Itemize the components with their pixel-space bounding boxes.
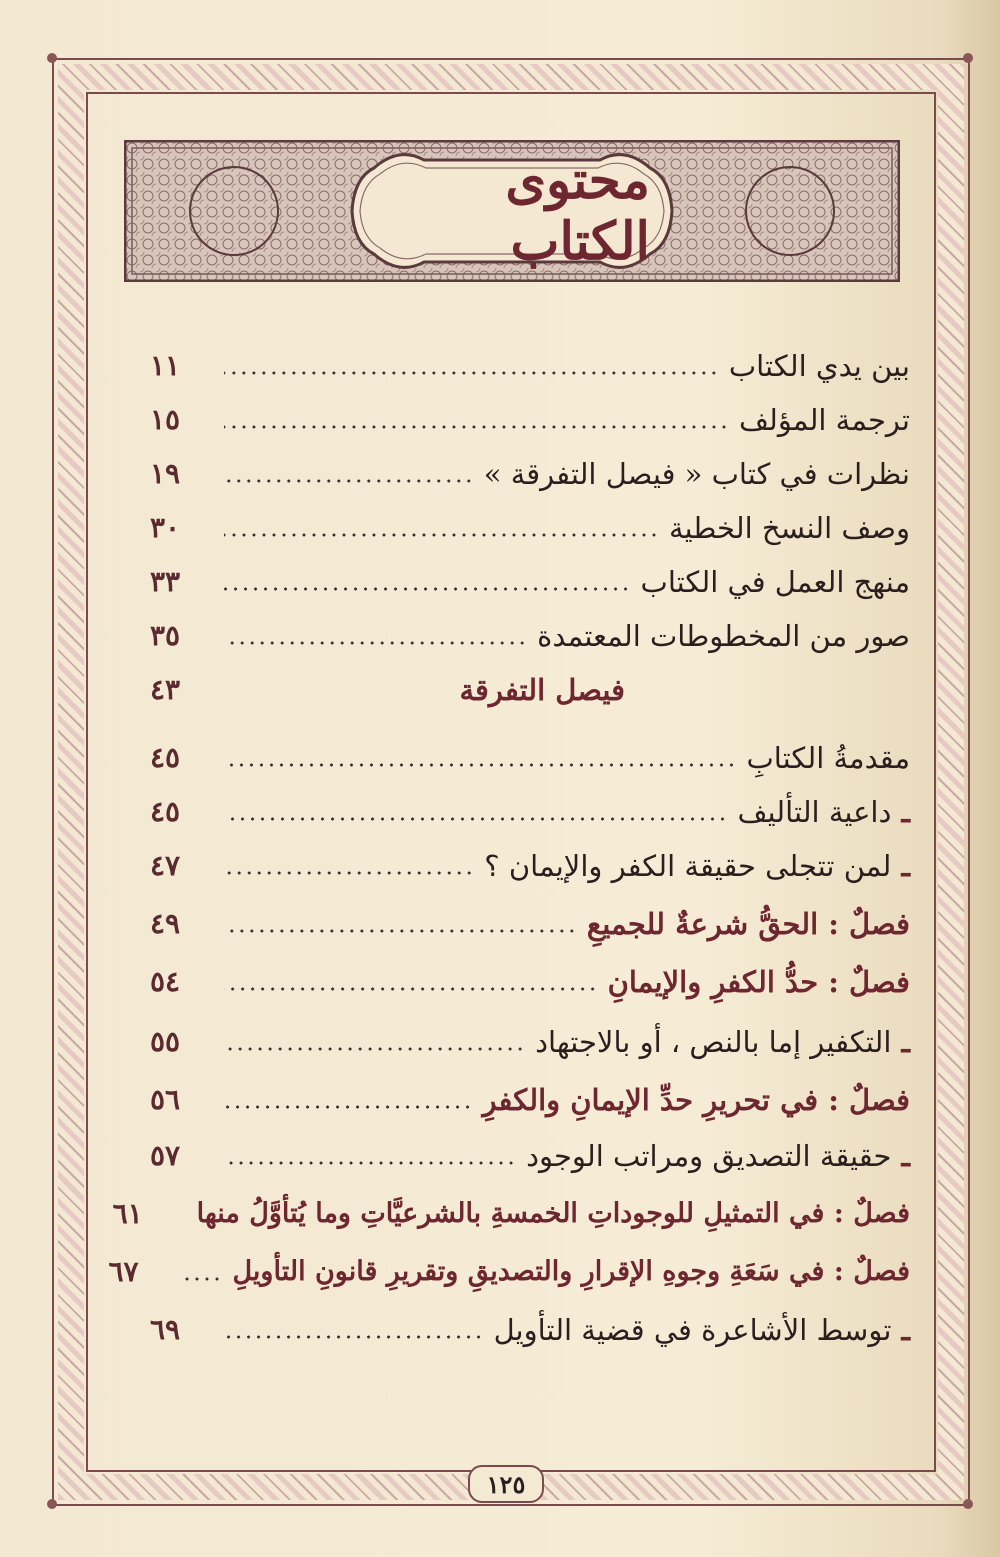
toc-entry-dash: ـ — [891, 1025, 910, 1059]
toc-entry-title — [739, 400, 910, 440]
toc-dot-leader — [224, 816, 728, 822]
toc-entry-title — [232, 1252, 910, 1292]
toc-entry-title — [608, 962, 910, 1002]
corner-ornament — [47, 53, 57, 63]
toc-dot-leader — [224, 1046, 525, 1052]
toc-entry-title — [197, 1194, 910, 1234]
toc-entry-title — [484, 454, 910, 494]
corner-ornament — [963, 1499, 973, 1509]
toc-entry-title — [537, 616, 910, 656]
toc-row — [150, 1066, 910, 1120]
toc-row — [150, 332, 910, 386]
toc-page-number: ٥٦ — [150, 1083, 181, 1116]
page-title: محتوى الكتاب — [505, 150, 650, 272]
toc-row — [150, 1008, 910, 1062]
toc-entry-title — [459, 670, 625, 710]
toc-entry-dash: ـ — [891, 849, 910, 883]
toc-page-number: ٤٥ — [150, 795, 181, 828]
toc-dot-leader — [224, 1160, 516, 1166]
toc-entry-text: صور من المخطوطات المعتمدة — [537, 619, 910, 653]
toc-entry-title — [494, 1310, 910, 1350]
toc-row — [150, 386, 910, 440]
toc-dot-leader — [224, 870, 474, 876]
toc-row — [150, 656, 910, 710]
toc-row — [150, 1122, 910, 1176]
toc-page-number: ١٩ — [150, 457, 181, 490]
toc-entry-text: فصلٌ : في سَعَةِ وجوهِ الإقرارِ والتصديقِ وتقريرِ قانونِ التأويلِ — [232, 1256, 910, 1287]
toc-page-number: ٣٠ — [150, 511, 181, 544]
page-number: ١٢٥ — [468, 1465, 544, 1503]
corner-ornament — [963, 53, 973, 63]
toc-entry-text: بين يدي الكتاب — [728, 349, 910, 383]
toc-dot-leader — [182, 1276, 222, 1282]
toc-row — [150, 890, 910, 944]
toc-row — [150, 440, 910, 494]
toc-entry-title — [483, 1080, 910, 1120]
toc-page-number: ٤٣ — [150, 673, 181, 706]
toc-row — [150, 948, 910, 1002]
toc-entry-text: داعية التأليف — [737, 795, 892, 829]
toc-entry-title — [669, 508, 910, 548]
toc-page-number: ٤٩ — [150, 907, 181, 940]
toc-page-number: ٦٧ — [108, 1255, 139, 1288]
toc-dot-leader — [224, 640, 527, 646]
toc-dot-leader — [224, 478, 474, 484]
toc-entry-dash: ـ — [891, 795, 910, 829]
toc-entry-text: فصلٌ : في تحريرِ حدِّ الإيمانِ والكفرِ — [482, 1083, 910, 1117]
toc-dot-leader — [224, 986, 598, 992]
toc-page-number: ٦١ — [112, 1197, 143, 1230]
toc-page-number: ٥٥ — [150, 1025, 181, 1058]
toc-entry-text: لمن تتجلى حقيقة الكفر والإيمان ؟ — [484, 849, 892, 883]
toc-dot-leader — [224, 586, 631, 592]
toc-page-number: ٤٧ — [150, 849, 181, 882]
toc-entry-text: فيصل التفرقة — [459, 673, 625, 707]
toc-entry-text: التكفير إما بالنص ، أو بالاجتهاد — [535, 1025, 892, 1059]
toc-entry-text: فصلٌ : في التمثيلِ للوجوداتِ الخمسةِ بالشرعيَّاتِ وما يُتأوَّلُ منها — [196, 1198, 910, 1229]
toc-entry-title — [641, 562, 910, 602]
toc-entry-text: منهج العمل في الكتاب — [640, 565, 910, 599]
toc-row — [108, 1238, 910, 1292]
toc-entry-title — [535, 1022, 910, 1062]
toc-page-number: ٦٩ — [150, 1313, 181, 1346]
toc-entry-title — [587, 904, 910, 944]
toc-row — [150, 1296, 910, 1350]
corner-ornament — [47, 1499, 57, 1509]
toc-entry-title — [484, 846, 910, 886]
toc-row — [150, 724, 910, 778]
toc-row — [150, 832, 910, 886]
toc-entry-title — [746, 738, 910, 778]
toc-entry-dash: ـ — [891, 1139, 910, 1173]
toc-entry-text: فصلٌ : حدُّ الكفرِ والإيمانِ — [607, 965, 910, 999]
title-cartouche — [124, 140, 900, 282]
toc-dot-leader — [224, 762, 736, 768]
toc-dot-leader — [224, 1334, 484, 1340]
toc-dot-leader — [224, 424, 729, 430]
toc-entry-title — [729, 346, 910, 386]
toc-page-number: ٣٣ — [150, 565, 181, 598]
toc-entry-title — [738, 792, 910, 832]
toc-dot-leader — [224, 694, 449, 700]
toc-page-number: ٥٤ — [150, 965, 181, 998]
toc-dot-leader — [224, 1104, 473, 1110]
toc-page-number: ٥٧ — [150, 1139, 181, 1172]
toc-entry-text: نظرات في كتاب « فيصل التفرقة » — [483, 457, 910, 491]
toc-entry-dash: ـ — [891, 1313, 910, 1347]
toc-row — [150, 548, 910, 602]
toc-dot-leader — [224, 532, 659, 538]
toc-page-number: ٣٥ — [150, 619, 181, 652]
toc-entry-text: ترجمة المؤلف — [738, 403, 910, 437]
toc-entry-text: حقيقة التصديق ومراتب الوجود — [526, 1139, 892, 1173]
toc-dot-leader — [224, 928, 577, 934]
toc-entry-title — [526, 1136, 910, 1176]
toc-entry-text: فصلٌ : الحقُّ شرعةٌ للجميعِ — [586, 907, 910, 941]
toc-entry-text: مقدمةُ الكتابِ — [746, 741, 910, 775]
toc-entry-text: وصف النسخ الخطية — [668, 511, 910, 545]
toc-entry-text: توسط الأشاعرة في قضية التأويل — [493, 1313, 892, 1347]
toc-page-number: ١٥ — [150, 403, 181, 436]
toc-row — [150, 494, 910, 548]
toc-page-number: ١١ — [150, 349, 181, 382]
toc-row — [112, 1180, 910, 1234]
toc-page-number: ٤٥ — [150, 741, 181, 774]
toc-row — [150, 778, 910, 832]
toc-dot-leader — [224, 370, 719, 376]
toc-row — [150, 602, 910, 656]
